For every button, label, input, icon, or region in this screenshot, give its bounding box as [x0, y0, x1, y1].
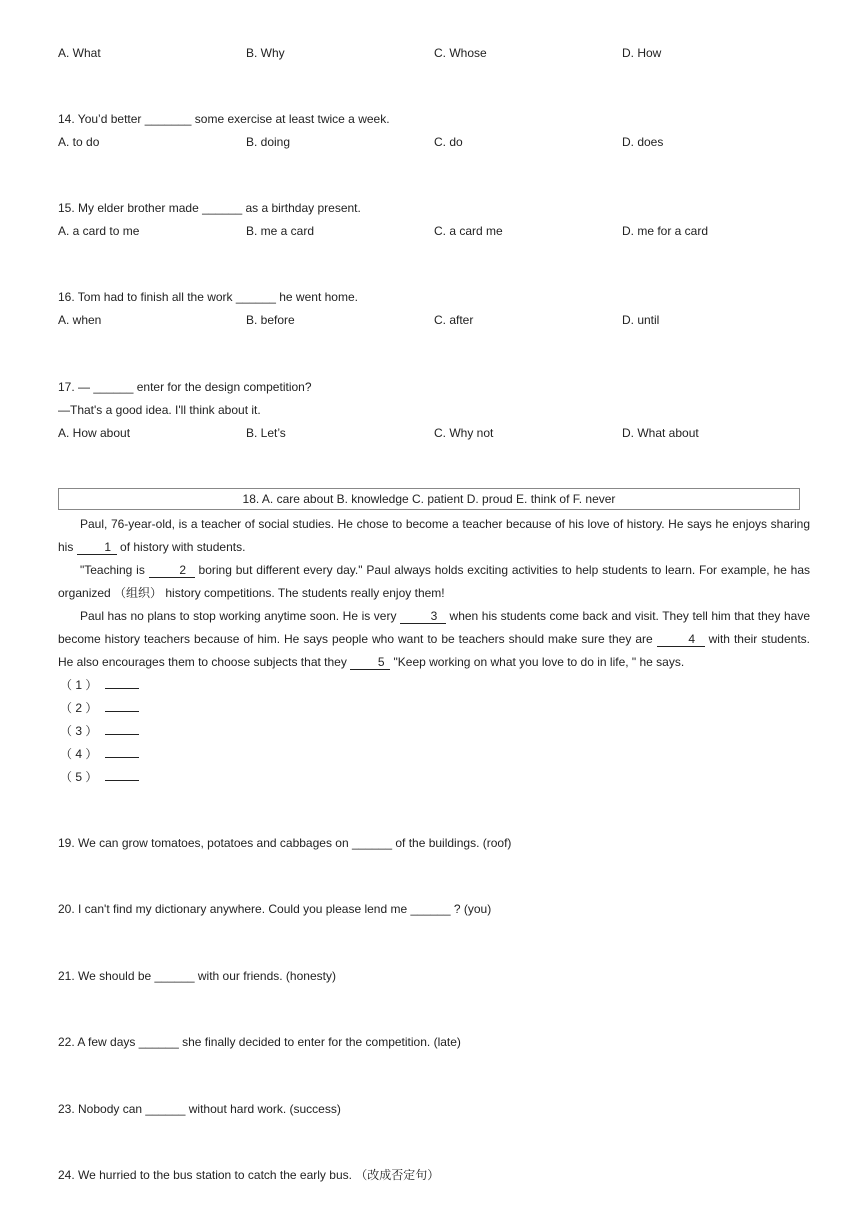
q23-stem: 23. Nobody can ______ without hard work. (success) — [58, 1102, 341, 1116]
q18-answer-3-label: （ 3 ） — [60, 724, 98, 738]
q15-option-d[interactable]: D. me for a card — [622, 224, 709, 238]
q18-answer-5-line[interactable] — [105, 769, 139, 781]
q18-p1-text-b: of history with students. — [116, 540, 246, 554]
q18-blank-1[interactable]: 1 — [77, 540, 117, 555]
q16-option-d[interactable]: D. until — [622, 313, 660, 327]
q18-passage — [58, 513, 810, 674]
q18-answer-2-label: （ 2 ） — [60, 701, 98, 715]
q18-word-box: 18. A. care about B. knowledge C. patient D. proud E. think of F. never — [58, 488, 800, 510]
q18-p3-text-d: "Keep working on what you love to do in life, " he says. — [390, 655, 685, 669]
q17-option-a[interactable]: A. How about — [58, 426, 131, 440]
q18-answer-1 — [60, 677, 139, 693]
q18-answer-4-line[interactable] — [105, 746, 139, 758]
q18-p3-text-c: with their students. He also encourages them to choose subjects that they — [58, 632, 810, 669]
q13-option-b[interactable]: B. Why — [246, 46, 285, 60]
q18-p1-text-a: Paul, 76-year-old, is a teacher of social studies. He chose to become a teacher because of his love of history. He says he enjoys sharing his — [58, 517, 810, 554]
q14-option-b[interactable]: B. doing — [246, 135, 291, 149]
q18-p2-text-b: boring but different every day." Paul always holds exciting activities to help students to learn. For example, he has organized （组织） history competitions. The students really enjoy them! — [58, 563, 810, 600]
q15-option-a[interactable]: A. a card to me — [58, 224, 140, 238]
q18-answer-1-line[interactable] — [105, 677, 139, 689]
q14-option-d[interactable]: D. does — [622, 135, 664, 149]
q24-stem: 24. We hurried to the bus station to catch the early bus. （改成否定句） — [58, 1168, 440, 1182]
q15-option-b[interactable]: B. me a card — [246, 224, 315, 238]
q17-option-b[interactable]: B. Let’s — [246, 426, 286, 440]
q17-option-c[interactable]: C. Why not — [434, 426, 494, 440]
q16-stem: 16. Tom had to finish all the work ______ he went home. — [58, 290, 358, 304]
q18-paragraph-1 — [58, 513, 810, 559]
q16-options — [58, 312, 818, 328]
q16-option-b[interactable]: B. before — [246, 313, 295, 327]
q14-options — [58, 134, 818, 150]
q18-blank-3[interactable]: 3 — [400, 609, 446, 624]
q18-answer-3-line[interactable] — [105, 723, 139, 735]
q18-blank-4[interactable]: 4 — [657, 632, 705, 647]
q17-stem-line2: —That's a good idea. I'll think about it. — [58, 403, 261, 417]
q19-stem: 19. We can grow tomatoes, potatoes and cabbages on ______ of the buildings. (roof) — [58, 836, 512, 850]
q18-blank-2[interactable]: 2 — [149, 563, 195, 578]
q18-paragraph-3 — [58, 605, 810, 674]
q16-option-a[interactable]: A. when — [58, 313, 102, 327]
q13-option-a[interactable]: A. What — [58, 46, 101, 60]
q18-answer-4-label: （ 4 ） — [60, 747, 98, 761]
q18-answer-5 — [60, 769, 139, 785]
q13-options — [58, 45, 818, 61]
q13-option-d[interactable]: D. How — [622, 46, 662, 60]
q13-option-c[interactable]: C. Whose — [434, 46, 487, 60]
q17-options — [58, 425, 818, 441]
q18-answer-1-label: （ 1 ） — [60, 678, 98, 692]
q18-p3-text-a: Paul has no plans to stop working anytime soon. He is very — [80, 609, 400, 623]
q14-stem: 14. You’d better _______ some exercise at least twice a week. — [58, 112, 390, 126]
q22-stem: 22. A few days ______ she finally decided to enter for the competition. (late) — [58, 1035, 461, 1049]
q17-stem-line1: 17. — ______ enter for the design competition? — [58, 380, 312, 394]
q14-option-c[interactable]: C. do — [434, 135, 463, 149]
q18-answer-4 — [60, 746, 139, 762]
q18-answer-2 — [60, 700, 139, 716]
q18-p2-text-a: "Teaching is — [80, 563, 149, 577]
q18-paragraph-2 — [58, 559, 810, 605]
q16-option-c[interactable]: C. after — [434, 313, 474, 327]
q15-stem: 15. My elder brother made ______ as a birthday present. — [58, 201, 361, 215]
q17-option-d[interactable]: D. What about — [622, 426, 699, 440]
q18-answer-5-label: （ 5 ） — [60, 770, 98, 784]
q18-answer-3 — [60, 723, 139, 739]
q15-options — [58, 223, 818, 239]
q15-option-c[interactable]: C. a card me — [434, 224, 503, 238]
q21-stem: 21. We should be ______ with our friends. (honesty) — [58, 969, 336, 983]
q18-blank-5[interactable]: 5 — [350, 655, 390, 670]
q18-answer-2-line[interactable] — [105, 700, 139, 712]
q18-p3-text-b: when his students come back and visit. They tell him that they have become history teachers because of him. He says people who want to be teachers should make sure they are — [58, 609, 810, 646]
q14-option-a[interactable]: A. to do — [58, 135, 100, 149]
q20-stem: 20. I can't find my dictionary anywhere. Could you please lend me ______ ? (you) — [58, 902, 492, 916]
